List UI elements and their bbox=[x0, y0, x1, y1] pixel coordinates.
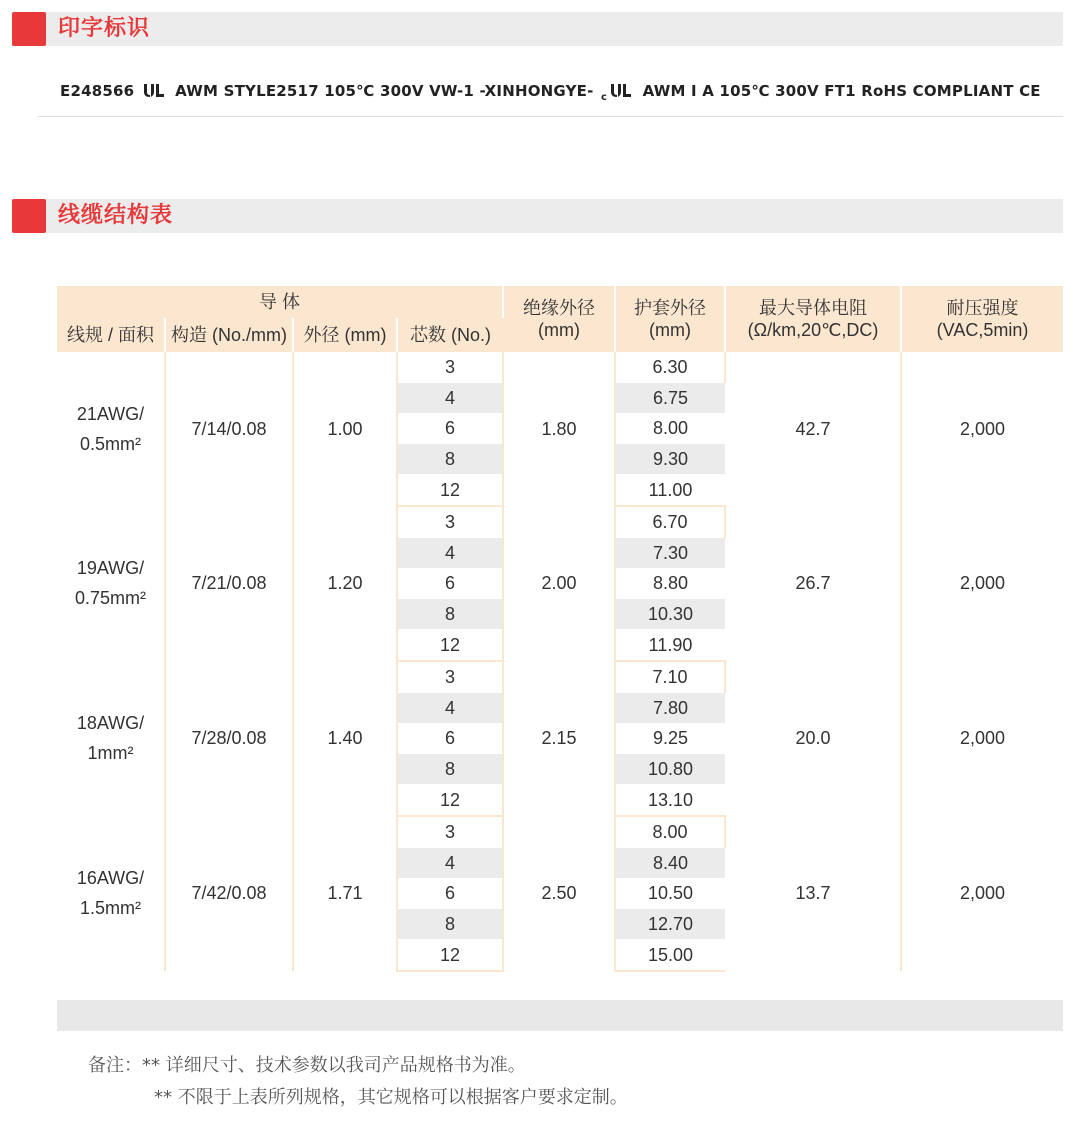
note-line-2: ** 不限于上表所列规格，其它规格可以根据客户要求定制。 bbox=[154, 1087, 628, 1108]
cell-jacket-od: 7.30 bbox=[615, 538, 725, 569]
cell-jacket-od: 11.00 bbox=[615, 474, 725, 506]
section-header-structure bbox=[12, 199, 1063, 233]
cell-jacket-od: 10.80 bbox=[615, 754, 725, 785]
cell-max-resistance: 13.7 bbox=[725, 816, 901, 971]
cell-cores: 12 bbox=[397, 629, 503, 661]
table-row bbox=[57, 506, 1063, 538]
header-withstand-voltage: 耐压强度 (VAC,5min) bbox=[901, 286, 1063, 352]
awm-style-text: AWM STYLE2517 105℃ 300V VW-1 -XINHONGYE- bbox=[175, 82, 594, 100]
cell-jacket-od: 8.00 bbox=[652, 418, 689, 439]
cell-cores: 8 bbox=[397, 909, 503, 940]
section-marker-icon bbox=[12, 12, 46, 46]
cul-recognized-icon bbox=[609, 82, 635, 100]
header-outer-diameter: 外径 (mm) bbox=[293, 318, 397, 352]
header-gauge-area: 线规 / 面积 bbox=[57, 318, 165, 352]
cell-cores: 4 bbox=[397, 383, 503, 414]
cell-cores: 4 bbox=[397, 848, 503, 879]
cell-withstand-voltage: 2,000 bbox=[959, 883, 1006, 904]
cell-jacket-od: 8.40 bbox=[615, 848, 725, 879]
cell-cores: 8 bbox=[397, 599, 503, 630]
table-row bbox=[57, 661, 1063, 693]
cell-insulation-od: 2.00 bbox=[503, 506, 615, 661]
cell-max-resistance: 26.7 bbox=[725, 506, 901, 661]
ul-recognized-icon bbox=[142, 82, 168, 100]
cell-cores: 6 bbox=[397, 723, 503, 754]
cell-max-resistance: 20.0 bbox=[725, 661, 901, 816]
cell-gauge-area: 21AWG/ 0.5mm² bbox=[57, 352, 165, 506]
cell-jacket-od: 6.30 bbox=[615, 352, 725, 383]
cell-jacket-od: 7.80 bbox=[615, 693, 725, 724]
cell-gauge-area: 18AWG/ 1mm² bbox=[57, 661, 165, 816]
cell-outer-diameter: 1.00 bbox=[293, 352, 397, 506]
cell-cores: 6 bbox=[397, 878, 503, 909]
cell-jacket-od: 9.30 bbox=[615, 444, 725, 475]
cell-cores: 3 bbox=[397, 816, 503, 848]
cell-cores: 6 bbox=[397, 413, 503, 444]
cell-cores: 8 bbox=[397, 444, 503, 475]
cell-withstand-voltage: 2,000 bbox=[959, 728, 1006, 749]
cell-cores: 4 bbox=[397, 538, 503, 569]
cell-max-resistance: 42.7 bbox=[725, 352, 901, 506]
cell-gauge-area: 19AWG/ 0.75mm² bbox=[57, 506, 165, 661]
cable-structure-table bbox=[57, 286, 1063, 972]
cell-construction: 7/14/0.08 bbox=[165, 352, 293, 506]
cell-cores: 12 bbox=[397, 474, 503, 506]
section-title-structure: 线缆结构表 bbox=[58, 203, 174, 228]
cell-outer-diameter: 1.20 bbox=[293, 506, 397, 661]
cell-insulation-od: 2.15 bbox=[503, 661, 615, 816]
cell-gauge-area: 16AWG/ 1.5mm² bbox=[57, 816, 165, 971]
notes bbox=[88, 1050, 628, 1114]
cell-jacket-od: 13.10 bbox=[615, 784, 725, 816]
table-row bbox=[57, 352, 1063, 383]
cell-outer-diameter: 1.71 bbox=[293, 816, 397, 971]
cell-jacket-od: 15.00 bbox=[615, 939, 725, 971]
note-line-1: 备注：** 详细尺寸、技术参数以我司产品规格书为准。 bbox=[88, 1055, 526, 1076]
cell-jacket-od: 10.30 bbox=[615, 599, 725, 630]
divider bbox=[38, 116, 1063, 117]
cell-cores: 4 bbox=[397, 693, 503, 724]
cell-jacket-od: 9.25 bbox=[652, 728, 689, 749]
cell-jacket-od: 12.70 bbox=[615, 909, 725, 940]
header-insulation-od: 绝缘外径 (mm) bbox=[503, 286, 615, 352]
header-conductor: 导 体 bbox=[57, 286, 503, 318]
cell-jacket-od: 11.90 bbox=[615, 629, 725, 661]
cul-prefix: c bbox=[600, 92, 608, 103]
table-row bbox=[57, 816, 1063, 848]
section-title-marking: 印字标识 bbox=[58, 16, 151, 41]
cell-withstand-voltage: 2,000 bbox=[959, 418, 1006, 439]
cell-cores: 3 bbox=[397, 506, 503, 538]
cable-marking-text bbox=[60, 82, 1060, 103]
cul-rating-text: AWM I A 105℃ 300V FT1 RoHS COMPLIANT CE bbox=[642, 82, 1041, 100]
cell-jacket-od: 6.70 bbox=[615, 506, 725, 538]
ul-file-number: E248566 bbox=[60, 82, 135, 100]
cell-construction: 7/42/0.08 bbox=[165, 816, 293, 971]
cell-insulation-od: 1.80 bbox=[503, 352, 615, 506]
cell-jacket-od: 8.00 bbox=[615, 816, 725, 848]
cell-jacket-od: 10.50 bbox=[647, 883, 694, 904]
cell-jacket-od: 8.80 bbox=[652, 573, 689, 594]
section-header-marking bbox=[12, 12, 1063, 46]
cell-cores: 12 bbox=[397, 939, 503, 971]
cell-cores: 8 bbox=[397, 754, 503, 785]
cell-construction: 7/28/0.08 bbox=[165, 661, 293, 816]
cell-jacket-od: 6.75 bbox=[615, 383, 725, 414]
table-footer-bar bbox=[57, 1000, 1063, 1031]
cell-cores: 12 bbox=[397, 784, 503, 816]
header-cores: 芯数 (No.) bbox=[397, 318, 503, 352]
header-construction: 构造 (No./mm) bbox=[165, 318, 293, 352]
cell-withstand-voltage: 2,000 bbox=[959, 573, 1006, 594]
cell-jacket-od: 7.10 bbox=[615, 661, 725, 693]
cell-cores: 3 bbox=[397, 352, 503, 383]
cell-construction: 7/21/0.08 bbox=[165, 506, 293, 661]
cell-cores: 3 bbox=[397, 661, 503, 693]
cell-outer-diameter: 1.40 bbox=[293, 661, 397, 816]
header-jacket-od: 护套外径 (mm) bbox=[615, 286, 725, 352]
header-max-resistance: 最大导体电阻 (Ω/km,20℃,DC) bbox=[725, 286, 901, 352]
cell-cores: 6 bbox=[397, 568, 503, 599]
cell-insulation-od: 2.50 bbox=[503, 816, 615, 971]
section-marker-icon bbox=[12, 199, 46, 233]
